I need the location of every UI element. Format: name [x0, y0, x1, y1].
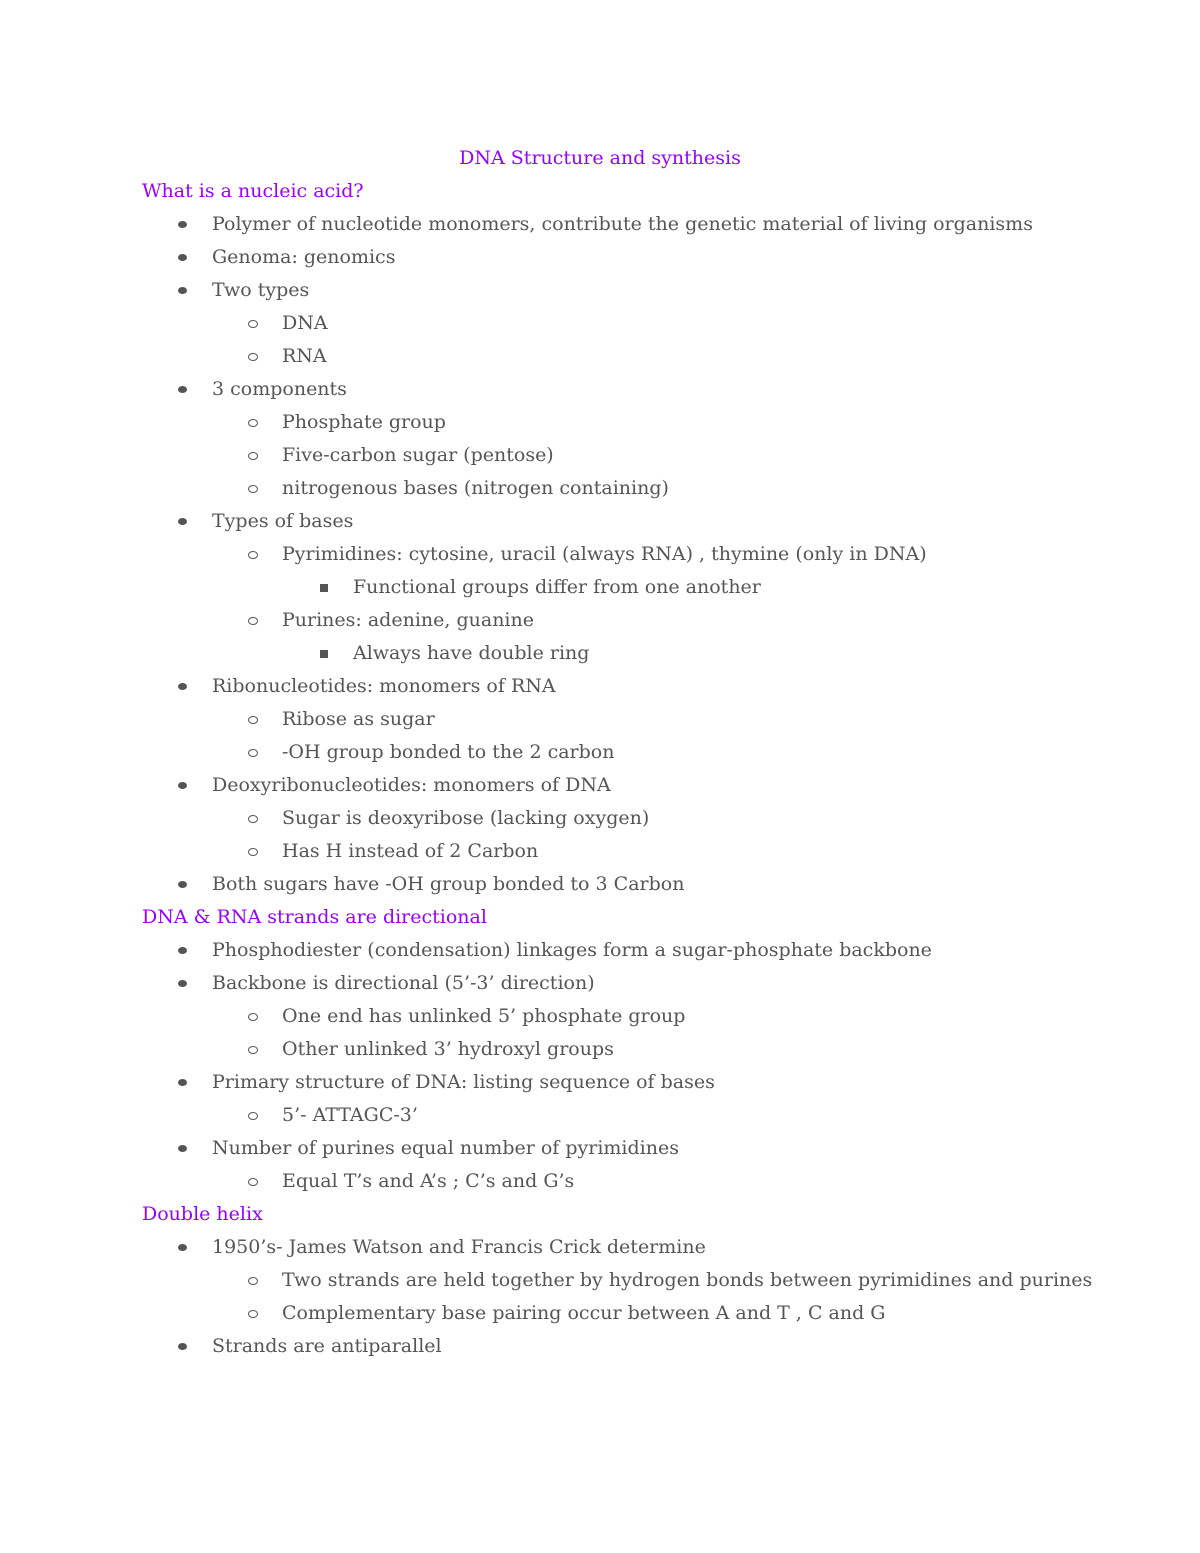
hollow-bullet-icon: [243, 340, 263, 373]
hollow-bullet-icon: [243, 1264, 263, 1297]
list-item: [142, 307, 1102, 340]
list-item-text: Genoma: genomics: [212, 246, 396, 268]
list-item-text: Two types: [212, 279, 310, 301]
list-item-text: RNA: [282, 345, 327, 367]
list-item-text: Phosphodiester (condensation) linkages form a sugar-phosphate backbone: [212, 939, 932, 961]
list-item-text: 3 components: [212, 378, 347, 400]
list-item: [142, 967, 1102, 1000]
section-heading: What is a nucleic acid?: [142, 180, 364, 202]
list-item: [142, 439, 1102, 472]
square-bullet-icon: [314, 571, 334, 604]
list-item-text: Strands are antiparallel: [212, 1335, 442, 1357]
filled-bullet-icon: [172, 241, 192, 274]
section-heading: DNA & RNA strands are directional: [142, 906, 487, 928]
filled-bullet-icon: [172, 1132, 192, 1165]
list-item: [142, 604, 1102, 637]
list-item-text: Has H instead of 2 Carbon: [282, 840, 539, 862]
list-item: [142, 1297, 1102, 1330]
hollow-bullet-icon: [243, 703, 263, 736]
filled-bullet-icon: [172, 1066, 192, 1099]
list-item: [142, 637, 1102, 670]
list-item: [142, 1264, 1102, 1297]
list-item: [142, 736, 1102, 769]
list-item-text: Backbone is directional (5’-3’ direction): [212, 972, 595, 994]
hollow-bullet-icon: [243, 835, 263, 868]
hollow-bullet-icon: [243, 1000, 263, 1033]
list-item: [142, 1132, 1102, 1165]
list-item: [142, 769, 1102, 802]
list-item-text: Number of purines equal number of pyrimidines: [212, 1137, 679, 1159]
hollow-bullet-icon: [243, 538, 263, 571]
list-item: [142, 1231, 1102, 1264]
list-item-text: nitrogenous bases (nitrogen containing): [282, 477, 669, 499]
list-item-text: Two strands are held together by hydrogen bonds between pyrimidines and purines: [282, 1269, 1093, 1291]
list-item-text: Pyrimidines: cytosine, uracil (always RNA) , thymine (only in DNA): [282, 543, 927, 565]
list-item-text: Functional groups differ from one another: [353, 576, 761, 598]
filled-bullet-icon: [172, 670, 192, 703]
list-item-text: 5’- ATTAGC-3’: [282, 1104, 418, 1126]
list-item-text: Sugar is deoxyribose (lacking oxygen): [282, 807, 650, 829]
list-item: [142, 1066, 1102, 1099]
list-item: [142, 472, 1102, 505]
list-item: [142, 340, 1102, 373]
filled-bullet-icon: [172, 1330, 192, 1363]
filled-bullet-icon: [172, 934, 192, 967]
hollow-bullet-icon: [243, 1165, 263, 1198]
list-item: [142, 802, 1102, 835]
list-item-text: Both sugars have -OH group bonded to 3 Carbon: [212, 873, 685, 895]
list-item-text: Deoxyribonucleotides: monomers of DNA: [212, 774, 611, 796]
hollow-bullet-icon: [243, 472, 263, 505]
hollow-bullet-icon: [243, 406, 263, 439]
list-item-text: Primary structure of DNA: listing sequence of bases: [212, 1071, 715, 1093]
hollow-bullet-icon: [243, 802, 263, 835]
filled-bullet-icon: [172, 769, 192, 802]
filled-bullet-icon: [172, 967, 192, 1000]
list-item: [142, 571, 1102, 604]
bullet-list: [142, 208, 1102, 901]
hollow-bullet-icon: [243, 307, 263, 340]
list-item: [142, 835, 1102, 868]
filled-bullet-icon: [172, 274, 192, 307]
list-item-text: DNA: [282, 312, 328, 334]
list-item-text: Ribonucleotides: monomers of RNA: [212, 675, 556, 697]
hollow-bullet-icon: [243, 439, 263, 472]
list-item-text: Ribose as sugar: [282, 708, 435, 730]
filled-bullet-icon: [172, 868, 192, 901]
list-item: [142, 1165, 1102, 1198]
list-item: [142, 373, 1102, 406]
list-item-text: Polymer of nucleotide monomers, contribute the genetic material of living organisms: [212, 213, 1033, 235]
filled-bullet-icon: [172, 208, 192, 241]
list-item: [142, 1330, 1102, 1363]
list-item: [142, 934, 1102, 967]
list-item: [142, 208, 1102, 241]
list-item: [142, 406, 1102, 439]
list-item: [142, 505, 1102, 538]
list-item-text: 1950’s- James Watson and Francis Crick determine: [212, 1236, 706, 1258]
list-item-text: Types of bases: [212, 510, 354, 532]
bullet-list: [142, 934, 1102, 1198]
list-item-text: Phosphate group: [282, 411, 446, 433]
list-item: [142, 670, 1102, 703]
list-item-text: Equal T’s and A’s ; C’s and G’s: [282, 1170, 575, 1192]
hollow-bullet-icon: [243, 736, 263, 769]
hollow-bullet-icon: [243, 1033, 263, 1066]
hollow-bullet-icon: [243, 1297, 263, 1330]
filled-bullet-icon: [172, 373, 192, 406]
list-item-text: -OH group bonded to the 2 carbon: [282, 741, 615, 763]
list-item-text: One end has unlinked 5’ phosphate group: [282, 1005, 686, 1027]
list-item: [142, 703, 1102, 736]
section-heading: Double helix: [142, 1203, 263, 1225]
list-item: [142, 241, 1102, 274]
list-item: [142, 1000, 1102, 1033]
bullet-list: [142, 1231, 1102, 1363]
square-bullet-icon: [314, 637, 334, 670]
filled-bullet-icon: [172, 505, 192, 538]
list-item: [142, 1099, 1102, 1132]
list-item-text: Purines: adenine, guanine: [282, 609, 534, 631]
document-title: DNA Structure and synthesis: [459, 147, 741, 169]
list-item-text: Five-carbon sugar (pentose): [282, 444, 554, 466]
list-item: [142, 868, 1102, 901]
list-item: [142, 1033, 1102, 1066]
list-item: [142, 538, 1102, 571]
list-item: [142, 274, 1102, 307]
filled-bullet-icon: [172, 1231, 192, 1264]
list-item-text: Always have double ring: [353, 642, 590, 664]
list-item-text: Other unlinked 3’ hydroxyl groups: [282, 1038, 614, 1060]
document-body: [142, 175, 1102, 1363]
hollow-bullet-icon: [243, 1099, 263, 1132]
list-item-text: Complementary base pairing occur between A and T , C and G: [282, 1302, 886, 1324]
hollow-bullet-icon: [243, 604, 263, 637]
